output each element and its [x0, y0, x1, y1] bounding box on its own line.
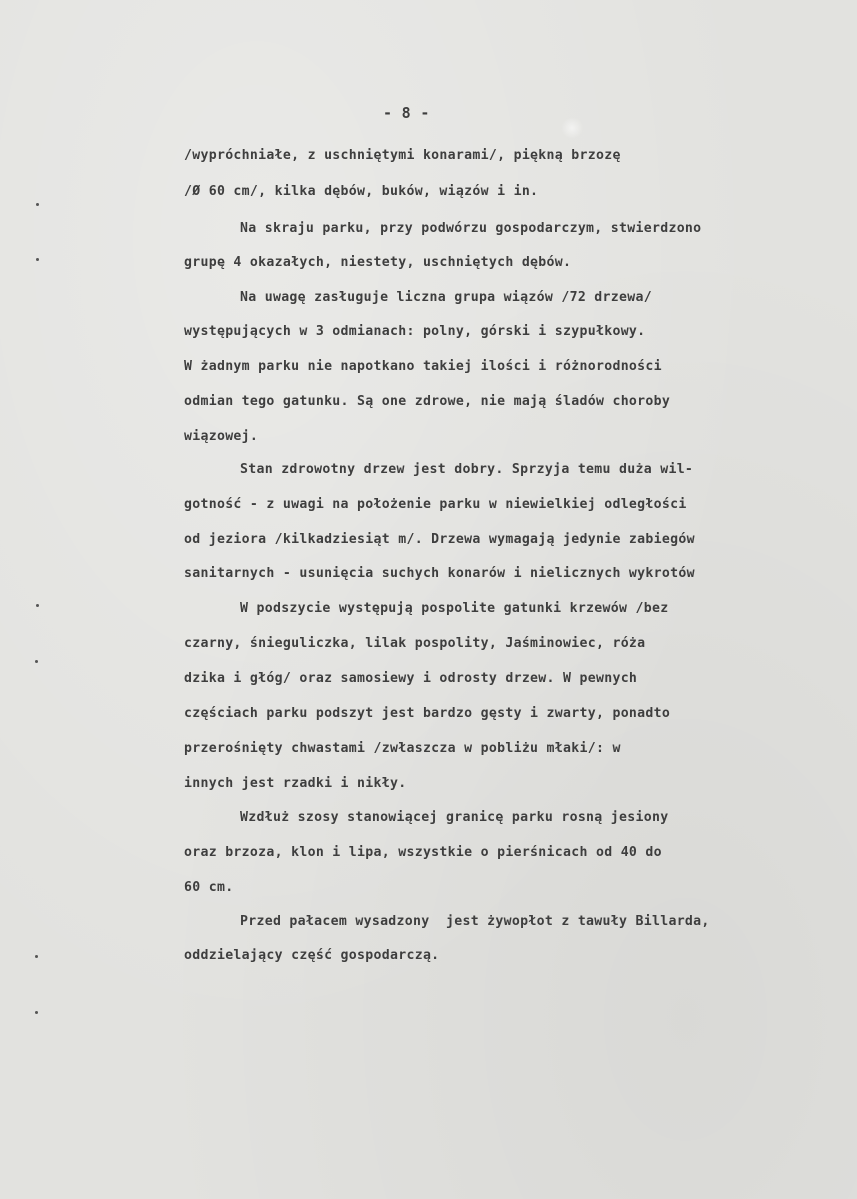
text-line: Wzdłuż szosy stanowiącej granicę parku rosną jesiony: [240, 810, 669, 825]
margin-dot-1: [36, 203, 39, 206]
text-line: dzika i głóg/ oraz samosiewy i odrosty drzew. W pewnych: [184, 671, 638, 686]
text-line: sanitarnych - usunięcia suchych konarów i nielicznych wykrotów: [184, 566, 695, 581]
text-line: W podszycie występują pospolite gatunki krzewów /bez: [240, 601, 669, 616]
text-line: czarny, śnieguliczka, lilak pospolity, Jaśminowiec, róża: [184, 636, 646, 651]
margin-dot-3: [36, 604, 39, 607]
text-line: oraz brzoza, klon i lipa, wszystkie o pierśnicach od 40 do: [184, 845, 662, 860]
margin-dot-6: [35, 1011, 38, 1014]
text-line: grupę 4 okazałych, niestety, uschniętych dębów.: [184, 255, 572, 270]
text-line: 60 cm.: [184, 880, 234, 895]
text-line: innych jest rzadki i nikły.: [184, 776, 407, 791]
margin-dot-5: [35, 955, 38, 958]
text-line: Na skraju parku, przy podwórzu gospodarczym, stwierdzono: [240, 221, 702, 236]
margin-dot-2: [36, 258, 39, 261]
paper-smudge: [560, 118, 584, 138]
text-line: przerośnięty chwastami /zwłaszcza w pobliżu młaki/: w: [184, 741, 621, 756]
text-line: /wypróchniałe, z uschniętymi konarami/, piękną brzozę: [184, 148, 621, 163]
text-line: wiązowej.: [184, 429, 259, 444]
text-line: gotność - z uwagi na położenie parku w niewielkiej odległości: [184, 497, 687, 512]
text-line: Przed pałacem wysadzony jest żywopłot z tawuły Billarda,: [240, 914, 710, 929]
text-line: odmian tego gatunku. Są one zdrowe, nie mają śladów choroby: [184, 394, 671, 409]
text-line: /Ø 60 cm/, kilka dębów, buków, wiązów i in.: [184, 184, 539, 199]
text-line: występujących w 3 odmianach: polny, górski i szypułkowy.: [184, 324, 646, 339]
page-number: - 8 -: [383, 104, 430, 122]
text-line: Stan zdrowotny drzew jest dobry. Sprzyja temu duża wil-: [240, 462, 694, 477]
text-line: oddzielający część gospodarczą.: [184, 948, 440, 963]
text-line: od jeziora /kilkadziesiąt m/. Drzewa wymagają jedynie zabiegów: [184, 532, 695, 547]
margin-dot-4: [35, 660, 38, 663]
text-line: Na uwagę zasługuje liczna grupa wiązów /72 drzewa/: [240, 290, 652, 305]
text-line: W żadnym parku nie napotkano takiej ilości i różnorodności: [184, 359, 662, 374]
text-line: częściach parku podszyt jest bardzo gęsty i zwarty, ponadto: [184, 706, 671, 721]
